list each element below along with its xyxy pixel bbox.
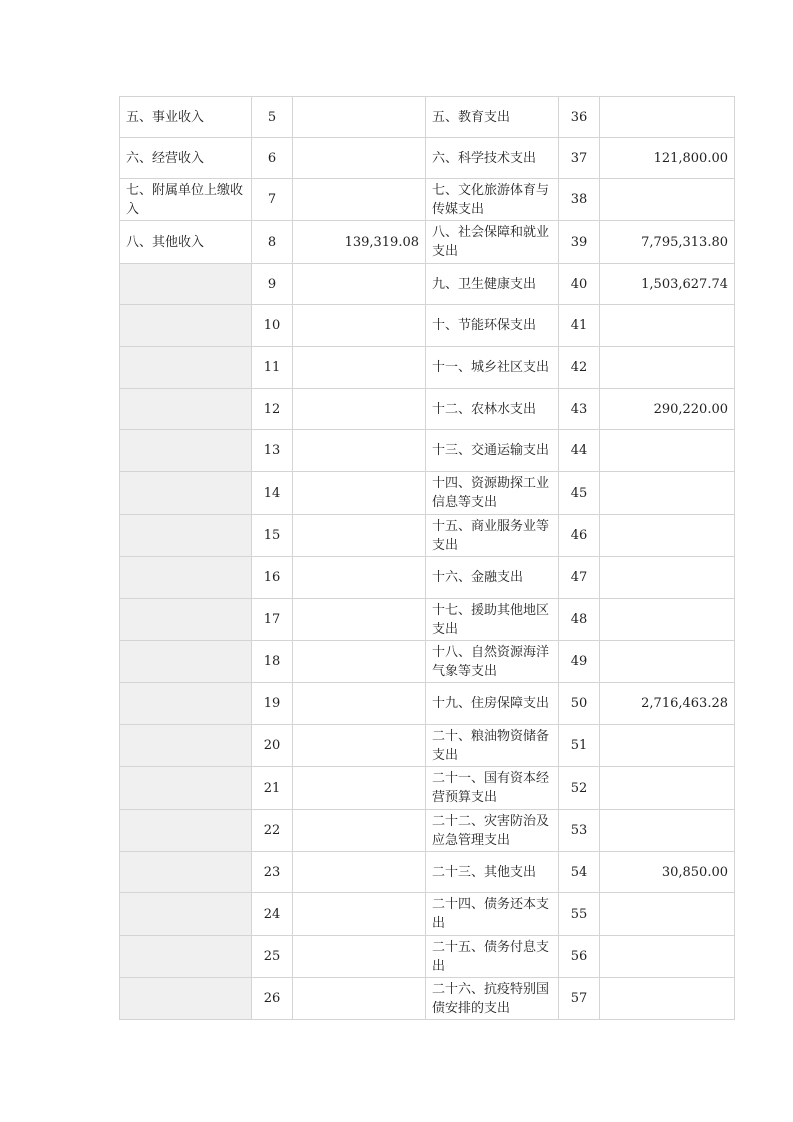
expense-item-cell: 十五、商业服务业等支出 <box>426 515 559 557</box>
expense-line-no-cell: 40 <box>559 264 600 305</box>
expense-item-cell: 二十四、债务还本支出 <box>426 893 559 936</box>
income-item-cell <box>120 852 252 893</box>
expense-line-no-cell: 53 <box>559 810 600 852</box>
expense-line-no-cell: 46 <box>559 515 600 557</box>
table-row <box>120 767 735 810</box>
expense-item-cell: 二十、粮油物资储备支出 <box>426 725 559 767</box>
expense-amount-cell: 121,800.00 <box>600 138 735 179</box>
income-item-cell: 五、事业收入 <box>120 97 252 138</box>
expense-line-no-cell: 52 <box>559 767 600 810</box>
income-line-no-cell: 8 <box>252 221 293 264</box>
table-row <box>120 97 735 138</box>
income-line-no-cell: 11 <box>252 347 293 389</box>
income-item-cell <box>120 893 252 936</box>
expense-line-no-cell: 39 <box>559 221 600 264</box>
expense-amount-cell: 30,850.00 <box>600 852 735 893</box>
expense-line-no-cell: 37 <box>559 138 600 179</box>
income-amount-cell <box>293 683 426 725</box>
expense-line-no-cell: 51 <box>559 725 600 767</box>
income-item-cell <box>120 683 252 725</box>
income-item-cell <box>120 305 252 347</box>
income-amount-cell <box>293 599 426 641</box>
expense-amount-cell: 2,716,463.28 <box>600 683 735 725</box>
table-row <box>120 347 735 389</box>
expense-item-cell: 二十一、国有资本经营预算支出 <box>426 767 559 810</box>
income-item-cell <box>120 767 252 810</box>
income-amount-cell <box>293 430 426 472</box>
table-row <box>120 641 735 683</box>
income-line-no-cell: 22 <box>252 810 293 852</box>
expense-item-cell: 十一、城乡社区支出 <box>426 347 559 389</box>
income-amount-cell <box>293 893 426 936</box>
income-amount-cell <box>293 472 426 515</box>
expense-item-cell: 八、社会保障和就业支出 <box>426 221 559 264</box>
expense-amount-cell <box>600 767 735 810</box>
income-line-no-cell: 15 <box>252 515 293 557</box>
income-line-no-cell: 7 <box>252 179 293 221</box>
expense-amount-cell <box>600 515 735 557</box>
expense-item-cell: 六、科学技术支出 <box>426 138 559 179</box>
income-line-no-cell: 26 <box>252 978 293 1020</box>
income-amount-cell <box>293 305 426 347</box>
income-amount-cell <box>293 347 426 389</box>
expense-item-cell: 十二、农林水支出 <box>426 389 559 430</box>
income-amount-cell <box>293 810 426 852</box>
expense-item-cell: 二十六、抗疫特别国债安排的支出 <box>426 978 559 1020</box>
expense-amount-cell <box>600 599 735 641</box>
expense-item-cell: 十九、住房保障支出 <box>426 683 559 725</box>
income-item-cell <box>120 264 252 305</box>
income-item-cell: 七、附属单位上缴收入 <box>120 179 252 221</box>
table-row <box>120 599 735 641</box>
expense-item-cell: 七、文化旅游体育与传媒支出 <box>426 179 559 221</box>
expense-line-no-cell: 50 <box>559 683 600 725</box>
expense-amount-cell <box>600 472 735 515</box>
income-amount-cell <box>293 936 426 978</box>
table-row <box>120 725 735 767</box>
income-line-no-cell: 12 <box>252 389 293 430</box>
income-amount-cell <box>293 725 426 767</box>
expense-amount-cell <box>600 978 735 1020</box>
income-item-cell <box>120 978 252 1020</box>
expense-amount-cell <box>600 305 735 347</box>
expense-amount-cell <box>600 641 735 683</box>
expense-amount-cell <box>600 97 735 138</box>
income-item-cell <box>120 641 252 683</box>
expense-line-no-cell: 47 <box>559 557 600 599</box>
income-line-no-cell: 13 <box>252 430 293 472</box>
table-row <box>120 810 735 852</box>
income-amount-cell <box>293 138 426 179</box>
income-item-cell <box>120 810 252 852</box>
expense-item-cell: 二十五、债务付息支出 <box>426 936 559 978</box>
table-row <box>120 893 735 936</box>
expense-line-no-cell: 55 <box>559 893 600 936</box>
income-item-cell <box>120 599 252 641</box>
income-amount-cell: 139,319.08 <box>293 221 426 264</box>
expense-amount-cell <box>600 430 735 472</box>
expense-line-no-cell: 43 <box>559 389 600 430</box>
income-amount-cell <box>293 264 426 305</box>
expense-item-cell: 九、卫生健康支出 <box>426 264 559 305</box>
table-row <box>120 936 735 978</box>
table-row <box>120 430 735 472</box>
income-item-cell <box>120 725 252 767</box>
expense-line-no-cell: 45 <box>559 472 600 515</box>
income-line-no-cell: 25 <box>252 936 293 978</box>
expense-amount-cell: 7,795,313.80 <box>600 221 735 264</box>
expense-item-cell: 十四、资源勘探工业信息等支出 <box>426 472 559 515</box>
expense-amount-cell: 1,503,627.74 <box>600 264 735 305</box>
expense-line-no-cell: 44 <box>559 430 600 472</box>
table-row <box>120 557 735 599</box>
expense-amount-cell <box>600 893 735 936</box>
income-item-cell <box>120 430 252 472</box>
income-item-cell <box>120 557 252 599</box>
expense-amount-cell <box>600 936 735 978</box>
income-line-no-cell: 10 <box>252 305 293 347</box>
expense-item-cell: 十、节能环保支出 <box>426 305 559 347</box>
expense-line-no-cell: 49 <box>559 641 600 683</box>
income-line-no-cell: 6 <box>252 138 293 179</box>
expense-item-cell: 五、教育支出 <box>426 97 559 138</box>
expense-line-no-cell: 48 <box>559 599 600 641</box>
table-row <box>120 389 735 430</box>
income-amount-cell <box>293 767 426 810</box>
income-amount-cell <box>293 557 426 599</box>
expense-amount-cell <box>600 725 735 767</box>
expense-item-cell: 二十三、其他支出 <box>426 852 559 893</box>
table-row <box>120 472 735 515</box>
income-line-no-cell: 23 <box>252 852 293 893</box>
table-row <box>120 221 735 264</box>
income-item-cell: 八、其他收入 <box>120 221 252 264</box>
income-item-cell <box>120 472 252 515</box>
table-row <box>120 138 735 179</box>
expense-line-no-cell: 38 <box>559 179 600 221</box>
table-row <box>120 515 735 557</box>
income-line-no-cell: 14 <box>252 472 293 515</box>
income-item-cell <box>120 389 252 430</box>
expense-line-no-cell: 36 <box>559 97 600 138</box>
income-amount-cell <box>293 97 426 138</box>
income-amount-cell <box>293 852 426 893</box>
expense-item-cell: 二十二、灾害防治及应急管理支出 <box>426 810 559 852</box>
expense-amount-cell <box>600 810 735 852</box>
income-line-no-cell: 20 <box>252 725 293 767</box>
expense-line-no-cell: 41 <box>559 305 600 347</box>
income-amount-cell <box>293 389 426 430</box>
table-row <box>120 179 735 221</box>
income-item-cell: 六、经营收入 <box>120 138 252 179</box>
income-item-cell <box>120 347 252 389</box>
expense-amount-cell: 290,220.00 <box>600 389 735 430</box>
expense-line-no-cell: 56 <box>559 936 600 978</box>
expense-item-cell: 十六、金融支出 <box>426 557 559 599</box>
budget-table <box>119 96 735 1020</box>
income-amount-cell <box>293 641 426 683</box>
income-amount-cell <box>293 515 426 557</box>
table-row <box>120 852 735 893</box>
income-line-no-cell: 5 <box>252 97 293 138</box>
table-row <box>120 264 735 305</box>
expense-line-no-cell: 54 <box>559 852 600 893</box>
expense-item-cell: 十七、援助其他地区支出 <box>426 599 559 641</box>
income-line-no-cell: 17 <box>252 599 293 641</box>
table-row <box>120 978 735 1020</box>
table-row <box>120 305 735 347</box>
income-line-no-cell: 19 <box>252 683 293 725</box>
expense-amount-cell <box>600 179 735 221</box>
income-line-no-cell: 16 <box>252 557 293 599</box>
expense-line-no-cell: 42 <box>559 347 600 389</box>
income-line-no-cell: 24 <box>252 893 293 936</box>
expense-amount-cell <box>600 557 735 599</box>
income-line-no-cell: 9 <box>252 264 293 305</box>
income-amount-cell <box>293 179 426 221</box>
income-item-cell <box>120 936 252 978</box>
table-row <box>120 683 735 725</box>
income-item-cell <box>120 515 252 557</box>
income-line-no-cell: 21 <box>252 767 293 810</box>
expense-item-cell: 十三、交通运输支出 <box>426 430 559 472</box>
expense-amount-cell <box>600 347 735 389</box>
income-amount-cell <box>293 978 426 1020</box>
income-line-no-cell: 18 <box>252 641 293 683</box>
expense-line-no-cell: 57 <box>559 978 600 1020</box>
table-body <box>120 97 735 1020</box>
expense-item-cell: 十八、自然资源海洋气象等支出 <box>426 641 559 683</box>
